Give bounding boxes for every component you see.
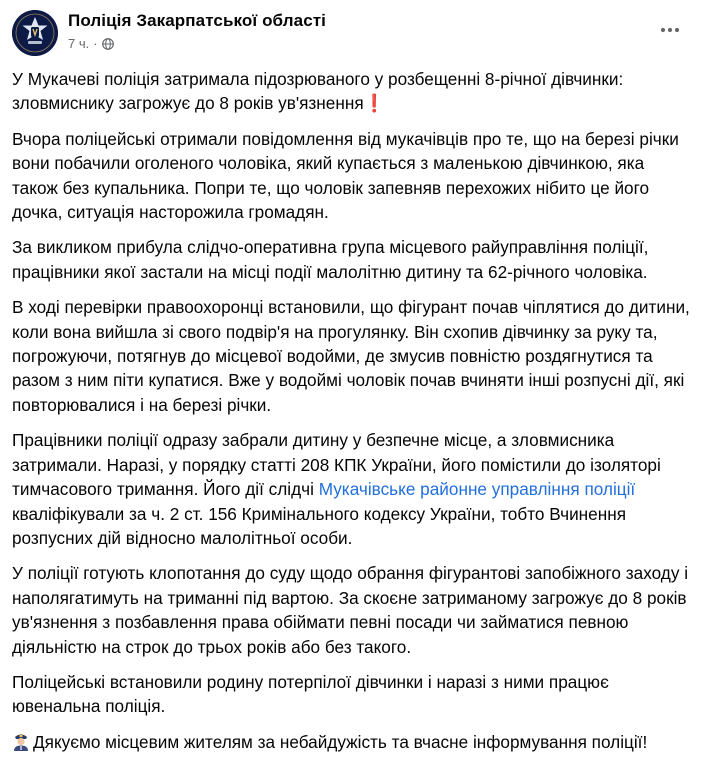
post-content [12,67,690,765]
page-name-link[interactable]: Поліція Закарпатської області [68,11,326,30]
more-horizontal-icon [660,27,680,33]
paragraph-5-start: Працівники поліції одразу забрали дитину у безпечне місце, а зловмисника затримали. Наразі, у порядку статті 208 КПК України, його помістили до ізоляторі тимчасового тримання. Його дії слідчі [12,430,661,500]
police-officer-icon [12,731,30,751]
post-paragraph-7: Поліцейські встановили родину потерпілої дівчинки і наразі з ними працює ювенальна поліція. [12,671,609,717]
post-paragraph-8 [12,730,690,754]
post-meta [68,36,114,51]
paragraph-5-end: кваліфікували за ч. 2 ст. 156 Кримінального кодексу України, тобто Вчинення розпусних дій відносно малолітньої особи. [12,503,627,548]
page-avatar[interactable] [12,10,58,56]
globe-icon [102,38,114,50]
more-options-button[interactable] [652,12,688,48]
thanks-text: Дякуємо місцевим жителям за небайдужість та вчасне інформування поліції! [33,731,648,752]
post-header [12,8,692,60]
post-time[interactable]: 7 ч. [68,36,90,51]
post-paragraph-5 [12,428,690,550]
post-paragraph-3: За викликом прибула слідчо-оперативна група місцевого райуправління поліції, працівники якої застали на місці події малолітню дитину та 62-річного чоловіка. [12,237,649,282]
post-paragraph-4: В ході перевірки правоохоронці встановили, що фігурант почав чіплятися до дитини, коли вона вийшла зі свого подвір'я на прогулянку. Він схопив дівчинку за руку та, погрожуючи, потягнув до місцевої водойми, де змусив повністю роздягнутися та разом з ним піти купатися. Вже у водоймі чоловік почав вчиняти інші розпусні дії, які повторювалися і на березі річки. [12,297,690,415]
police-star-logo-icon [12,10,58,56]
post-paragraph-2: Вчора поліцейські отримали повідомлення від мукачівців про те, що на березі річки вони побачили оголеного чоловіка, який купається з маленькою дівчинкою, яка також без купальника. Попри те, що чоловік запевняв перехожих нібито це його дочка, ситуація насторожила громадян. [12,128,679,223]
headline-text: У Мукачеві поліція затримала підозрюваного у розбещенні 8-річної дівчинки: зловмиснику загрожує до 8 років ув'язнення [12,69,624,114]
post-paragraph-1 [12,67,690,116]
meta-separator: · [93,36,98,51]
post-paragraph-6: У поліції готують клопотання до суду щодо обрання фігурантові запобіжного заходу і наполягатимуть на триманні під вартою. За скоєне затриманому загрожує до 8 років ув'язнення з позбавлення права обіймати певні посади чи займатися певною діяльністю на строк до трьох років або без такого. [12,563,689,657]
exclamation-icon: ❗ [363,93,386,114]
page-tag-link[interactable]: Мукачівське районне управління поліції [318,479,636,500]
